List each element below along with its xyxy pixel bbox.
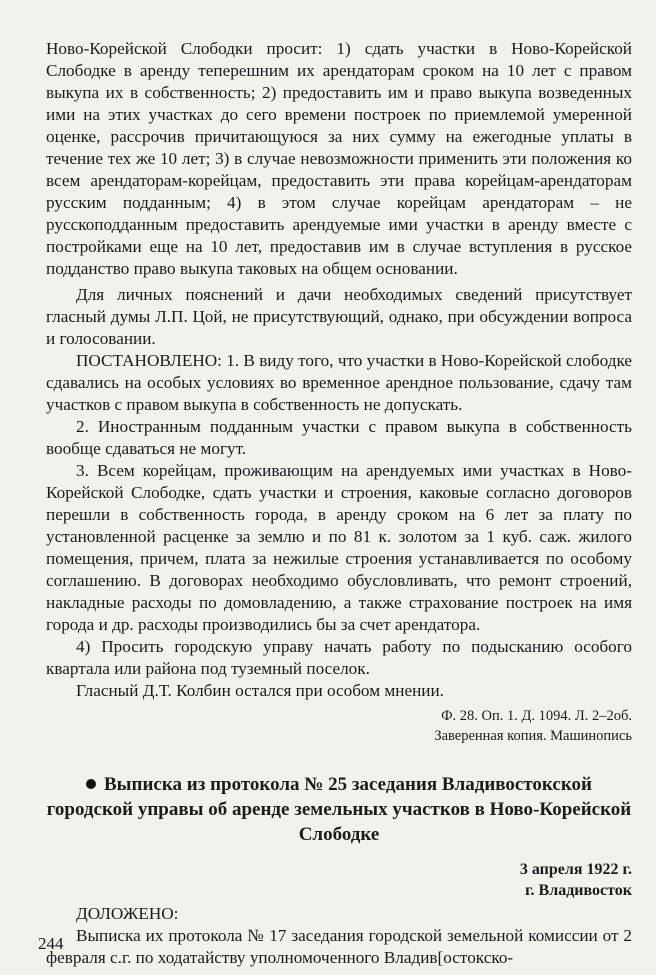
paragraph-resolved-1: ПОСТАНОВЛЕНО: 1. В виду того, что участки в Ново-Корейской слободке сдавались на особых условиях во временное арендное пользование, сдачу там участков с правом выкупа в собственность не допускать. xyxy=(46,351,632,414)
paragraph-resolved-3: 3. Всем корейцам, проживающим на арендуемых ими участках в Ново-Корейской Слободке, сдать участки и строения, каковые согласно договоров перешли в собственность города, в аренду сроком на 6 лет за плату по установленной расценке за землю и по 81 к. золотом за 1 куб. саж. жилого помещения, причем, плата за нежилые строения устанавливается по особому соглашению. В договорах необходимо обусловливать, что ремонт строений, накладные расходы по домовладению, а также страхование построек на имя города и др. расходы производились бы за счет арендатора. xyxy=(46,461,632,634)
copy-note: Заверенная копия. Машинопись xyxy=(434,728,632,744)
paragraph-extract: Выписка их протокола № 17 заседания городской земельной комиссии от 2 февраля с.г. по ходатайству уполномоченного Владив[остокско- xyxy=(46,926,632,967)
page-number: 244 xyxy=(38,934,64,953)
document-place: г. Владивосток xyxy=(525,882,632,899)
reported-label: ДОЛОЖЕНО: xyxy=(76,904,179,923)
document-date: 3 апреля 1922 г. xyxy=(519,861,632,878)
bullet-icon xyxy=(86,779,96,789)
paragraph-petition: Ново-Корейской Слободки просит: 1) сдать участки в Ново-Корейской Слободке в аренду теперешним их арендаторам сроком на 10 лет с правом выкупа их в собственность; 2) предоставить им и право выкупа возведенных ими на этих участках до сего времени построек по приемлемой умеренной оценке, рассрочив причитающуюся за них сумму на ежегодные уплаты в течение тех же 10 лет; 3) в случае невозможности применить эти положения ко всем арендаторам-корейцам, предоставить эти права корейцам-арендаторам русским подданным; 4) в этом случае корейцам арендаторам – не русскоподданным предоставить арендуемые ими участки в аренду вместе с постройками еще на 10 лет, предоставив им в случае вступления в русское подданство право выкупа таковых на общем основании. xyxy=(46,39,632,278)
paragraph-dissent: Гласный Д.Т. Колбин остался при особом мнении. xyxy=(76,681,444,700)
archive-reference: Ф. 28. Оп. 1. Д. 1094. Л. 2–2об. xyxy=(441,708,632,724)
paragraph-explanations: Для личных пояснений и дачи необходимых сведений присутствует гласный думы Л.П. Цой, не присутствующий, однако, при обсуждении вопроса и голосовании. xyxy=(46,285,632,348)
paragraph-resolved-2: 2. Иностранным подданным участки с правом выкупа в собственность вообще сдаваться не могут. xyxy=(46,417,632,458)
document-heading xyxy=(46,772,632,847)
document-heading-text: Выписка из протокола № 25 заседания Владивостокской городской управы об аренде земельных участков в Ново-Корейской Слободке xyxy=(46,774,632,845)
paragraph-resolved-4: 4) Просить городскую управу начать работу по подысканию особого квартала или района под туземный поселок. xyxy=(46,637,632,678)
document-page xyxy=(46,38,632,969)
